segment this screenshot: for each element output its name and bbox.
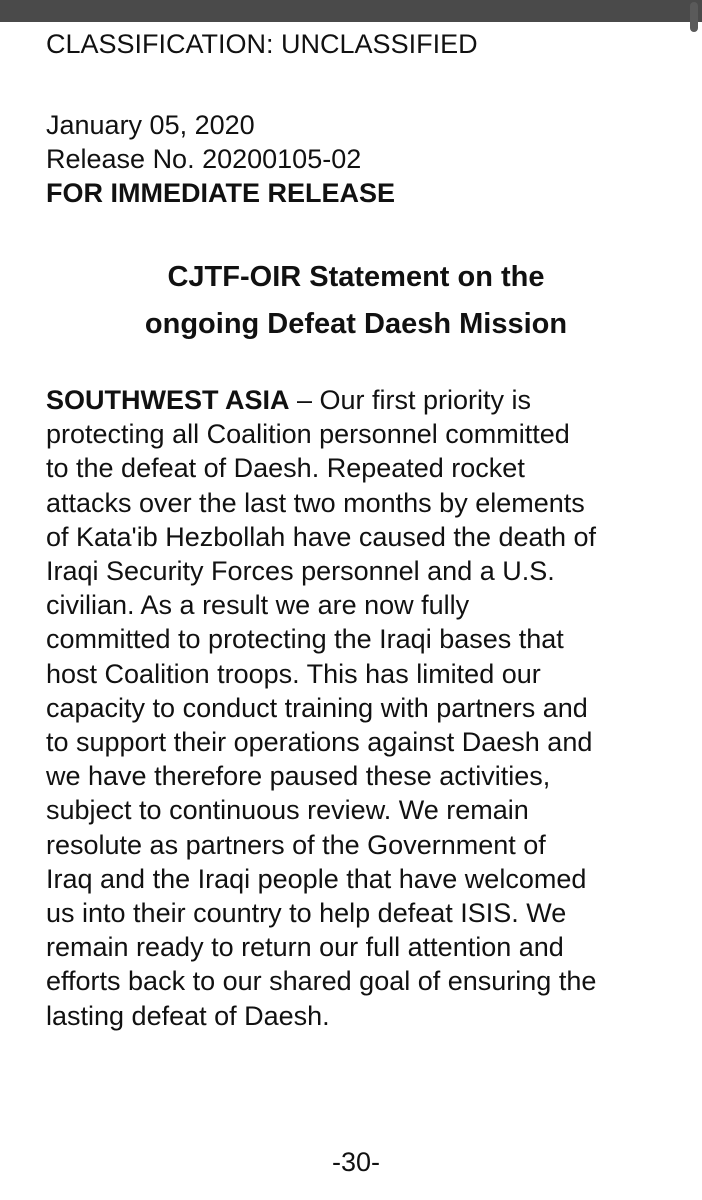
body-line: subject to continuous review. We remain	[46, 795, 529, 826]
body-line: civilian. As a result we are now fully	[46, 590, 470, 621]
body-line: to the defeat of Daesh. Repeated rocket	[46, 453, 525, 484]
body-line: attacks over the last two months by elements	[46, 487, 585, 518]
immediate-release-flag: FOR IMMEDIATE RELEASE	[46, 178, 396, 208]
classification-label: CLASSIFICATION: UNCLASSIFIED	[46, 29, 478, 59]
statement-body	[46, 383, 676, 1033]
body-line: Iraq and the Iraqi people that have welcomed	[46, 863, 587, 894]
headline-line: CJTF-OIR Statement on the	[167, 261, 545, 293]
release-date: January 05, 2020	[46, 110, 255, 140]
body-line: efforts back to our shared goal of ensuring the	[46, 966, 597, 997]
body-line-text: – Our first priority is	[289, 385, 532, 415]
release-number: Release No. 20200105-02	[46, 144, 362, 174]
dateline: SOUTHWEST ASIA	[46, 385, 290, 415]
body-line: to support their operations against Daesh and	[46, 727, 593, 758]
body-line: lasting defeat of Daesh.	[46, 1000, 330, 1031]
release-meta	[46, 108, 395, 210]
body-line: resolute as partners of the Government of	[46, 829, 546, 860]
body-line: us into their country to help defeat ISIS. We	[46, 898, 567, 929]
headline-line: ongoing Defeat Daesh Mission	[144, 308, 568, 340]
top-status-bar	[0, 0, 702, 22]
body-line	[46, 383, 676, 417]
scrollbar-thumb[interactable]	[690, 2, 698, 32]
body-line: of Kata'ib Hezbollah have caused the death of	[46, 521, 597, 552]
body-line: host Coalition troops. This has limited our	[46, 658, 541, 689]
end-marker: -30-	[331, 1147, 380, 1177]
body-line: protecting all Coalition personnel committed	[46, 419, 570, 450]
page-title	[46, 254, 666, 348]
body-line: committed to protecting the Iraqi bases that	[46, 624, 564, 655]
body-line: capacity to conduct training with partners and	[46, 692, 588, 723]
body-line: remain ready to return our full attention and	[46, 932, 564, 963]
body-line: we have therefore paused these activities,	[46, 761, 551, 792]
body-line: Iraqi Security Forces personnel and a U.S.	[46, 556, 555, 587]
